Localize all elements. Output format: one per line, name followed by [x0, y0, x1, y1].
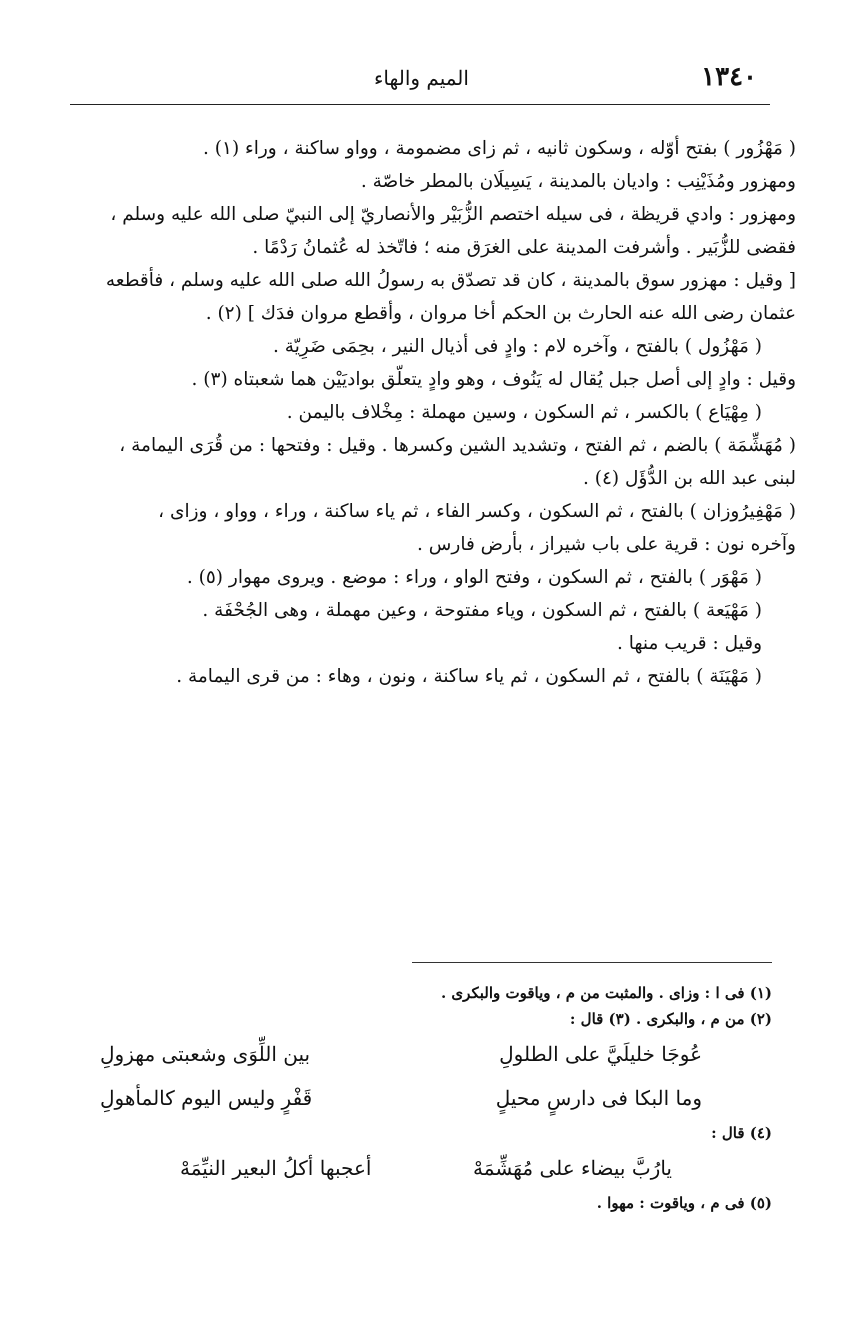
verse-hemistich: عُوجَا خليلَيَّ على الطلولِ: [499, 1042, 702, 1066]
verse-line: [60, 1032, 772, 1076]
text-line: ( مَهْزُول ) بالفتح ، وآخره لام : وادٍ فى أذيال النير ، بحِمَى ضَرِيّة .: [273, 336, 762, 357]
verse-line: [60, 1076, 772, 1120]
page-header: [78, 54, 765, 100]
text-line: ( مِهْيَاع ) بالكسر ، ثم السكون ، وسين مهملة : مِخْلاف باليمن .: [286, 402, 762, 423]
text-line: ( مَهْفِيرُوزان ) بالفتح ، ثم السكون ، وكسر الفاء ، ثم ياء ساكنة ، وراء ، وواو ، وزاى ،: [158, 501, 796, 522]
footnote-rule: [412, 962, 772, 963]
text-line: وقيل : قريب منها .: [616, 633, 762, 654]
footnotes: [60, 980, 772, 1216]
page-number: ١٣٤٠: [701, 62, 757, 92]
header-rule: [70, 104, 770, 105]
footnote: (٢) من م ، والبكرى . (٣) قال :: [569, 1010, 772, 1028]
verse-hemistich: وما البكا فى دارسٍ محيلٍ: [495, 1086, 702, 1110]
footnote: (١) فى ا : وزاى . والمثبت من م ، وياقوت والبكرى .: [440, 984, 772, 1002]
text-line: ومهزور ومُذَيْنِب : واديان بالمدينة ، يَسِيلَان بالمطر خاصّة .: [360, 171, 796, 192]
text-line: ومهزور : وادي قريظة ، فى سيله اختصم الزُّبَيْر والأنصاريّ إلى النبيّ صلى الله عليه وسلم ،: [110, 204, 796, 225]
verse-hemistich: أعجبها أكلُ البعير النيِّمَهْ: [180, 1156, 372, 1180]
running-title: الميم والهاء: [374, 66, 469, 90]
footnote: (٥) فى م ، وياقوت : مهوا .: [596, 1194, 772, 1212]
main-text: [36, 132, 796, 693]
text-line: ( مَهْيَعة ) بالفتح ، ثم السكون ، وياء مفتوحة ، وعين مهملة ، وهى الجُحْفَة .: [202, 600, 762, 621]
verse-hemistich: يارُبَّ بيضاء على مُهَشِّمَهْ: [473, 1156, 672, 1180]
text-line: عثمان رضى الله عنه الحارث بن الحكم أخا مروان ، وأقطع مروان فدَك ] (٢) .: [205, 303, 796, 324]
text-line: ( مَهْوَر ) بالفتح ، ثم السكون ، وفتح الواو ، وراء : موضع . ويروى مهوار (٥) .: [186, 567, 762, 588]
text-line: وآخره نون : قرية على باب شيراز ، بأرض فارس .: [417, 534, 796, 555]
verse-hemistich: قَفْرٍ وليس اليوم كالمأهولِ: [100, 1086, 313, 1110]
text-line: [ وقيل : مهزور سوق بالمدينة ، كان قد تصدّق به رسولُ الله صلى الله عليه وسلم ، فأقطعه: [105, 270, 796, 291]
text-line: ( مُهَشِّمَة ) بالضم ، ثم الفتح ، وتشديد الشين وكسرها . وقيل : وفتحها : من قُرَى اليمامة ،: [119, 435, 796, 456]
text-line: ( مَهْيَنَة ) بالفتح ، ثم السكون ، ثم ياء ساكنة ، ونون ، وهاء : من قرى اليمامة .: [176, 666, 762, 687]
text-line: ( مَهْزُور ) بفتح أوّله ، وسكون ثانيه ، ثم زاى مضمومة ، وواو ساكنة ، وراء (١) .: [203, 138, 796, 159]
text-line: وقيل : وادٍ إلى أصل جبل يُقال له يَنُوف ، وهو وادٍ يتعلّق بواديَيْن هما شعبتاه (٣) .: [191, 369, 796, 390]
text-line: لبنى عبد الله بن الدُّؤَل (٤) .: [582, 468, 796, 489]
text-line: فقضى للزُّبَير . وأشرفت المدينة على الغرَق منه ؛ فاتّخذ له عُثمانُ رَدْمًا .: [252, 237, 796, 258]
verse-hemistich: بين اللِّوَى وشعبتى مهزولِ: [100, 1042, 311, 1066]
verse-line: [60, 1146, 772, 1190]
footnote: (٤) قال :: [711, 1124, 772, 1142]
